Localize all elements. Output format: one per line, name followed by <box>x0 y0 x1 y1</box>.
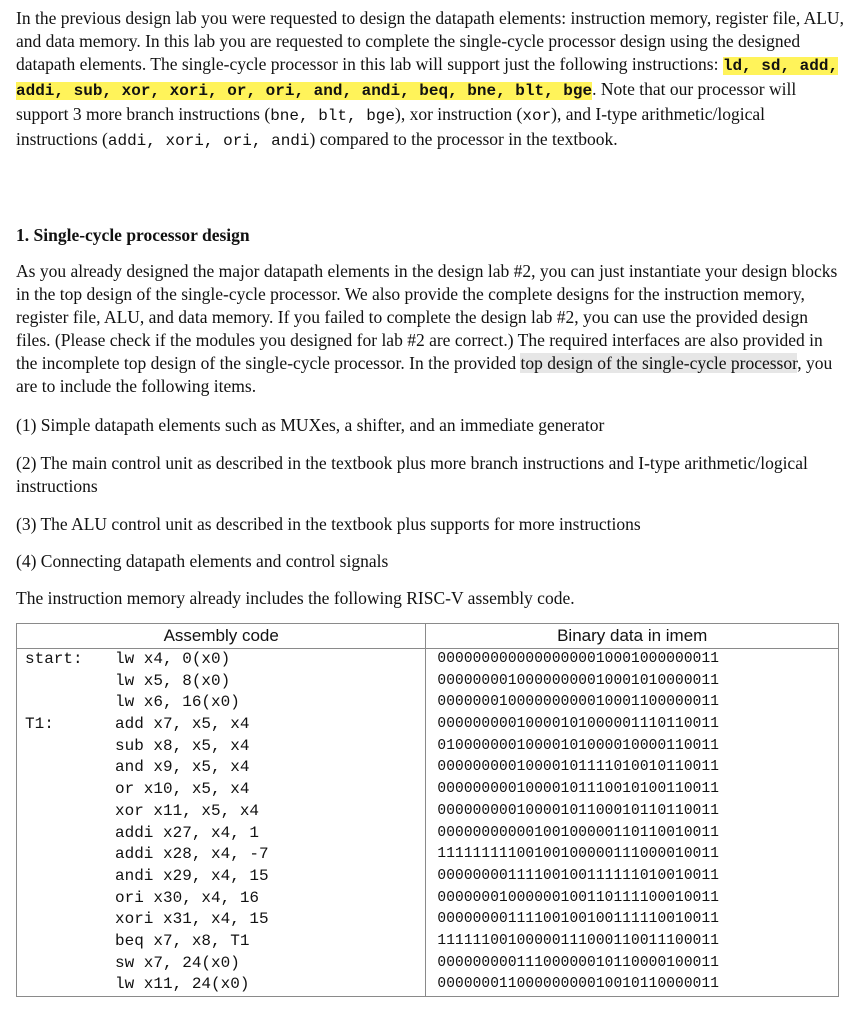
binary-data-cell <box>426 649 839 997</box>
list-item: (1) Simple datapath elements such as MUXes, a shifter, and an immediate generator <box>16 415 605 435</box>
top-design-highlight: top design of the single-cycle processor <box>520 353 798 373</box>
assembly-instruction: sw x7, 24(x0) <box>115 953 240 972</box>
list-item: (2) The main control unit as described in the textbook plus more branch instructions and I-type arithmetic/logical instructions <box>16 453 808 496</box>
assembly-instruction: ori x30, x4, 16 <box>115 888 260 907</box>
binary-value: 11111111100100100000111000010011 <box>437 846 720 863</box>
assembly-table <box>16 623 839 997</box>
branch-instructions: bne, blt, bge <box>270 107 396 125</box>
assembly-instruction: xor x11, x5, x4 <box>115 801 260 820</box>
binary-value: 00000000010000101111010010110011 <box>437 759 720 776</box>
column-header-binary: Binary data in imem <box>426 624 839 649</box>
section-paragraph <box>16 260 844 398</box>
assembly-instruction: beq x7, x8, T1 <box>115 931 250 950</box>
table-row <box>17 866 425 888</box>
table-row <box>17 671 425 693</box>
section-heading: 1. Single-cycle processor design <box>16 225 250 245</box>
intro-paragraph <box>16 7 844 153</box>
binary-value: 00000000000100100000110110010011 <box>437 824 720 841</box>
section-text-b: , you are to include the following items. <box>16 353 833 396</box>
table-row <box>17 736 425 758</box>
table-row <box>17 801 425 823</box>
table-row <box>17 714 425 736</box>
intro-text-2: . Note that our processor will support 3 more branch instructions ( <box>16 79 797 124</box>
table-row <box>17 931 425 953</box>
itype-instructions: addi, xori, ori, andi <box>107 132 310 150</box>
assembly-instruction: andi x29, x4, 15 <box>115 866 269 885</box>
table-row <box>17 909 425 931</box>
xor-instruction: xor <box>522 107 552 125</box>
binary-value: 00000000010000101000001110110011 <box>437 716 720 733</box>
list-item: (3) The ALU control unit as described in the textbook plus supports for more instructions <box>16 514 641 534</box>
assembly-instruction: addi x28, x4, -7 <box>115 845 269 864</box>
assembly-instruction: lw x4, 0(x0) <box>115 650 231 668</box>
intro-text-5: ) compared to the processor in the textbook. <box>309 129 618 149</box>
binary-value: 11111100100000111000110011100011 <box>437 932 720 949</box>
assembly-code-cell <box>17 649 426 997</box>
table-row <box>17 888 425 910</box>
supported-instructions-highlight: ld, sd, add, addi, sub, xor, xori, or, ori, and, andi, beq, bne, blt, bge <box>16 57 839 100</box>
binary-value: 00000000000000000010001000000011 <box>437 651 720 667</box>
binary-value: 00000000111100100100111110010011 <box>437 911 720 928</box>
row-label: T1: <box>25 715 54 734</box>
assembly-instruction: add x7, x5, x4 <box>115 715 250 734</box>
section-text-a: As you already designed the major datapath elements in the design lab #2, you can just instantiate your design blocks in the top design of the single-cycle processor. We also provide the complete designs for the instruction memory, register file, ALU, and data memory. If you failed to complete the design lab #2, you can use the provided design files. (Please check if the modules you designed for lab #2 are correct.) The required interfaces are also provided in the incomplete top design of the single-cycle processor. In the provided <box>16 261 838 373</box>
assembly-instruction: xori x31, x4, 15 <box>115 910 269 929</box>
binary-value: 01000000010000101000010000110011 <box>437 737 720 754</box>
list-item: (4) Connecting datapath elements and control signals <box>16 551 389 571</box>
intro-text-4: ), and I-type arithmetic/logical instructions ( <box>16 104 765 149</box>
binary-value: 00000001000000000010001100000011 <box>437 694 720 711</box>
table-row <box>17 757 425 779</box>
assembly-instruction: or x10, x5, x4 <box>115 780 250 799</box>
binary-value: 00000000111100100111111010010011 <box>437 867 720 884</box>
binary-value: 00000000100000000010001010000011 <box>437 672 720 689</box>
table-row <box>17 844 425 866</box>
assembly-instruction: lw x6, 16(x0) <box>115 693 240 712</box>
table-row <box>17 953 425 975</box>
intro-text-3: ), xor instruction ( <box>395 104 523 124</box>
table-row <box>17 823 425 845</box>
assembly-instruction: lw x11, 24(x0) <box>115 975 250 994</box>
assembly-instruction: and x9, x5, x4 <box>115 758 250 777</box>
assembly-instruction: sub x8, x5, x4 <box>115 736 250 755</box>
assembly-instruction: lw x5, 8(x0) <box>115 671 231 690</box>
intro-text-1: In the previous design lab you were requested to design the datapath elements: instruction memory, register file, ALU, and data memory. In this lab you are requested to complete the single-cycle processor design using the designed datapath elements. The single-cycle processor in this lab will support just the following instructions: <box>16 8 844 74</box>
table-row <box>17 779 425 801</box>
table-row <box>17 974 425 996</box>
table-row <box>17 692 425 714</box>
imem-note: The instruction memory already includes the following RISC-V assembly code. <box>16 588 575 608</box>
binary-value: 00000001000000100110111100010011 <box>437 889 720 906</box>
table-row <box>17 649 425 671</box>
binary-value: 00000000010000101100010110110011 <box>437 802 720 819</box>
binary-value: 00000000010000101110010100110011 <box>437 781 720 798</box>
column-header-assembly: Assembly code <box>17 624 426 649</box>
row-label: start: <box>25 650 83 668</box>
assembly-instruction: addi x27, x4, 1 <box>115 823 260 842</box>
binary-value: 00000001100000000010010110000011 <box>437 976 720 993</box>
binary-value: 00000000011100000010110000100011 <box>437 954 720 971</box>
